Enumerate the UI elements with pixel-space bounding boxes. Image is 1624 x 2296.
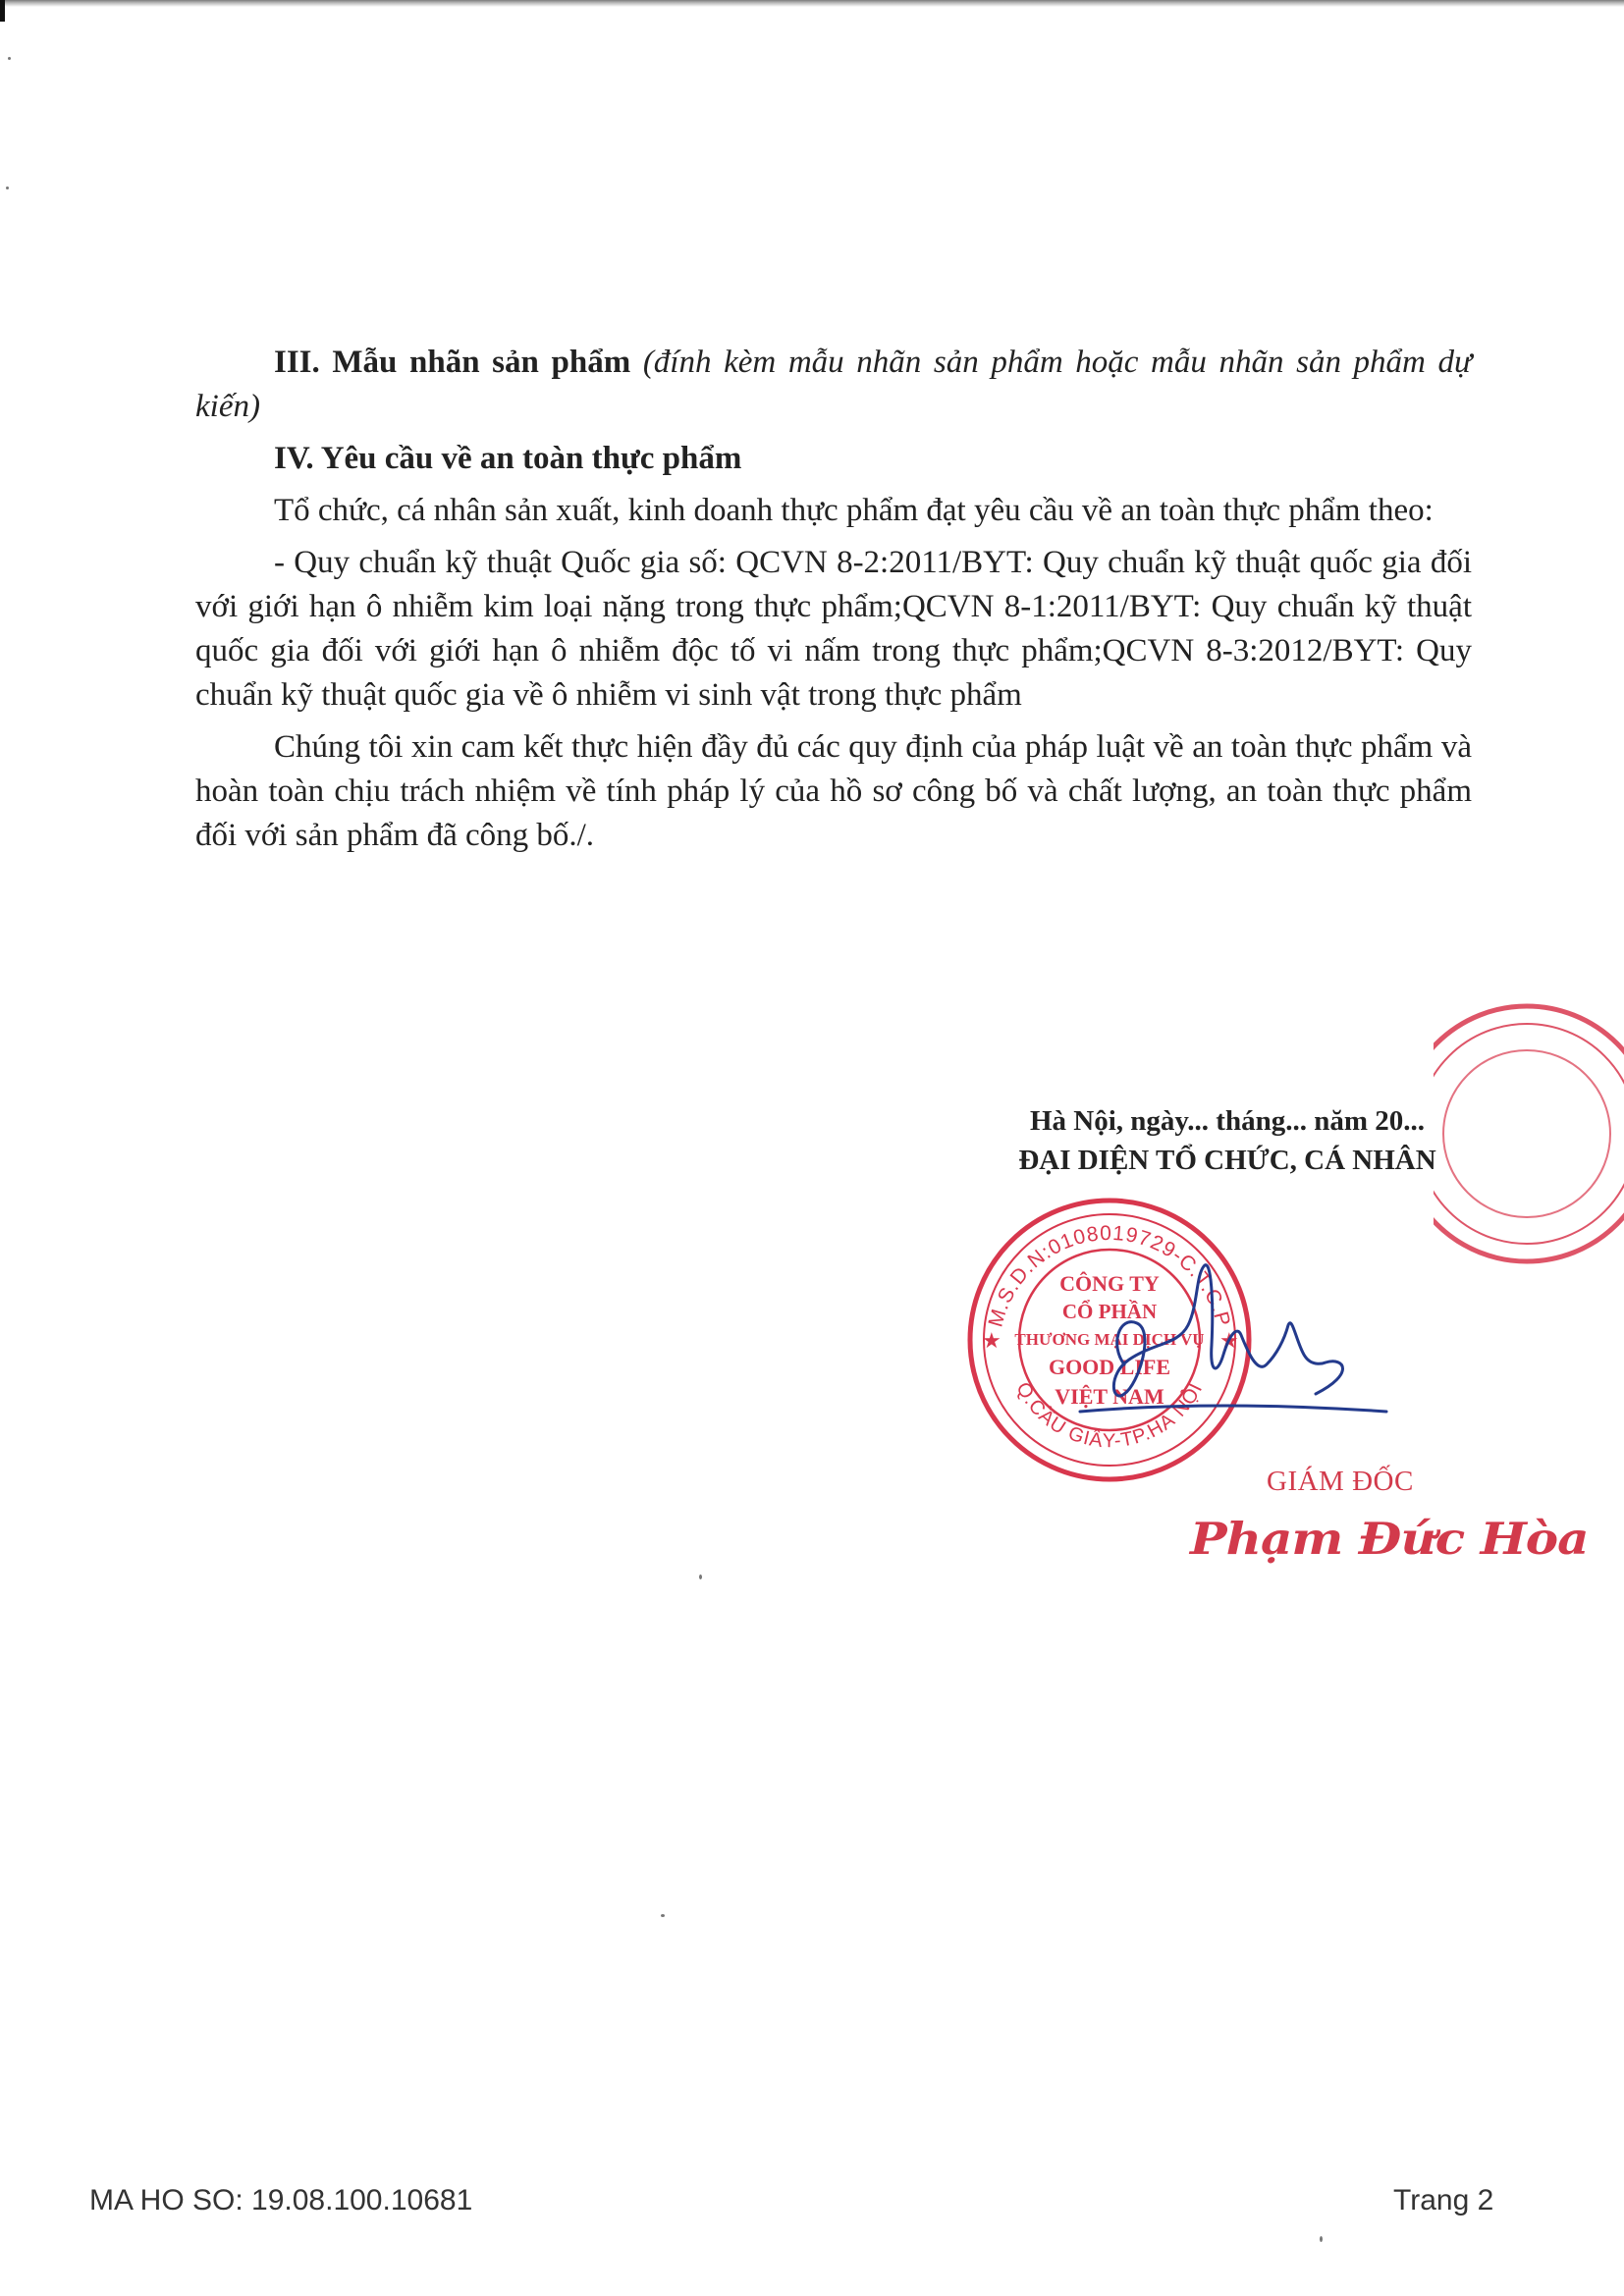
scan-speck	[8, 57, 11, 60]
scan-edge-mark	[0, 0, 5, 22]
seal-star-icon: ★	[982, 1329, 1001, 1354]
seal-star-icon: ★	[1219, 1329, 1239, 1354]
record-code: MA HO SO: 19.08.100.10681	[89, 2184, 473, 2216]
section-iii-note: (đính kèm mẫu nhãn sản phẩm hoặc mẫu nhãn sản phẩm dự kiến)	[195, 345, 1472, 424]
director-title: GIÁM ĐỐC	[1267, 1466, 1414, 1497]
company-seal-partial	[1434, 991, 1624, 1276]
scan-speck	[6, 187, 9, 189]
section-iv-heading: IV. Yêu cầu về an toàn thực phẩm	[274, 441, 742, 476]
scan-speck	[699, 1575, 702, 1579]
signature-heading	[982, 1101, 1473, 1180]
seal-bottom-text: Q.CẦU GIẤY-TP.HÀ NỘI	[1011, 1378, 1208, 1453]
scan-speck	[1320, 2236, 1323, 2242]
scan-speck	[661, 1914, 665, 1917]
section-iv-intro: Tổ chức, cá nhân sản xuất, kinh doanh thực phẩm đạt yêu cầu về an toàn thực phẩm theo:	[274, 493, 1434, 528]
date-line: Hà Nội, ngày... tháng... năm 20...	[1029, 1105, 1426, 1137]
director-name: Phạm Đức Hòa	[1190, 1512, 1589, 1566]
seal-line-4: GOOD LIFE	[1048, 1355, 1171, 1379]
section-iii	[195, 341, 1472, 429]
section-iv-commitment: Chúng tôi xin cam kết thực hiện đầy đủ các quy định của pháp luật về an toàn thực phẩm và hoàn toàn chịu trách nhiệm về tính pháp lý của hồ sơ công bố và chất lượng, an toàn thực phẩm đối với sản phẩm đã công bố./.	[195, 729, 1472, 853]
representative-label: ĐẠI DIỆN TỔ CHỨC, CÁ NHÂN	[1018, 1145, 1436, 1176]
seal-line-3: THƯƠNG MẠI DỊCH VỤ	[1014, 1330, 1205, 1349]
section-iv-standards: - Quy chuẩn kỹ thuật Quốc gia số: QCVN 8-2:2011/BYT: Quy chuẩn kỹ thuật quốc gia đối với giới hạn ô nhiễm kim loại nặng trong thực phẩm;QCVN 8-1:2011/BYT: Quy chuẩn kỹ thuật quốc gia đối với giới hạn ô nhiễm độc tố vi nấm trong thực phẩm;QCVN 8-3:2012/BYT: Quy chuẩn kỹ thuật quốc gia về ô nhiễm vi sinh vật trong thực phẩm	[195, 545, 1472, 713]
section-iii-heading: III. Mẫu nhãn sản phẩm	[274, 345, 631, 380]
seal-outer-text: M.S.D.N:0108019729-C.T.C.P	[984, 1221, 1235, 1330]
document-body	[195, 341, 1472, 866]
seal-line-5: VIỆT NAM	[1055, 1384, 1164, 1409]
scan-top-edge	[0, 0, 1624, 7]
seal-line-2: CỔ PHẦN	[1061, 1300, 1158, 1323]
page-number: Trang 2	[1393, 2184, 1494, 2216]
seal-line-1: CÔNG TY	[1059, 1271, 1160, 1296]
handwritten-signature	[1031, 1247, 1394, 1443]
